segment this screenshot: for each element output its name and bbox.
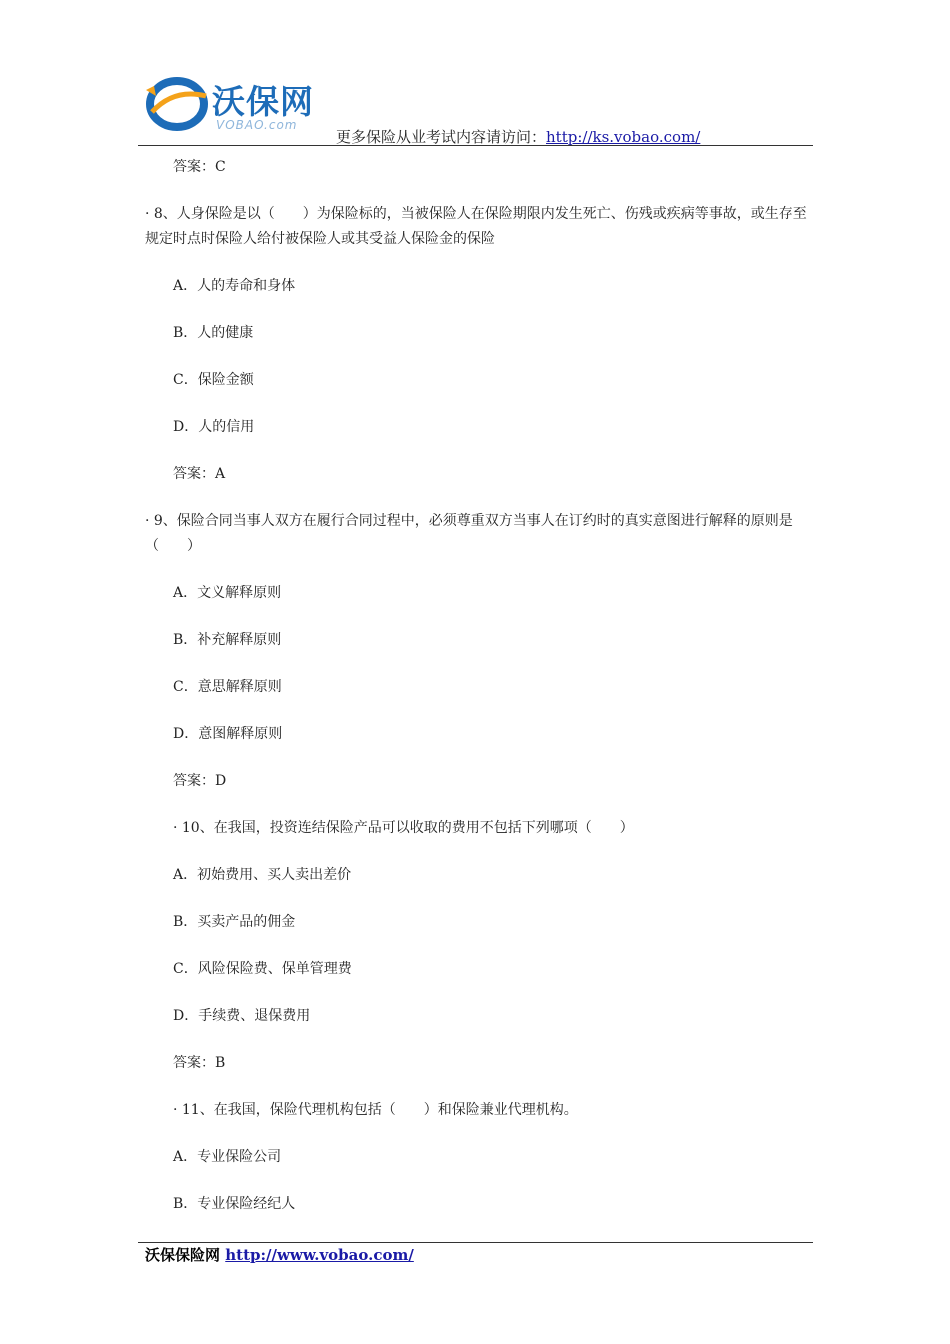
answer-line: 答案：A	[173, 466, 226, 482]
answer-line: 答案：C	[173, 159, 226, 175]
option-line: D．意图解释原则	[173, 726, 283, 742]
option-line: B．买卖产品的佣金	[173, 914, 296, 930]
header-divider	[138, 145, 813, 146]
answer-line: 答案：D	[173, 773, 227, 789]
logo-text-en: VOBAO.com	[216, 118, 298, 132]
option-line: C．保险金额	[173, 372, 254, 388]
footer-link[interactable]: http://www.vobao.com/	[225, 1246, 414, 1264]
footer-site-name: 沃保保险网	[145, 1246, 221, 1264]
option-line: A．初始费用、买人卖出差价	[173, 867, 352, 883]
question-8: · 8、人身保险是以（ ）为保险标的，当被保险人在保险期限内发生死亡、伤残或疾病等事故，或生存至规定时点时保险人给付被保险人或其受益人保险金的保险	[145, 206, 807, 247]
option-line: A．文义解释原则	[173, 585, 282, 601]
answer-line: 答案：B	[173, 1055, 226, 1071]
footer	[145, 1244, 414, 1265]
option-line: A．专业保险公司	[173, 1149, 282, 1165]
question-9: · 9、保险合同当事人双方在履行合同过程中，必须尊重双方当事人在订约时的真实意图进行解释的原则是（ ）	[145, 513, 793, 554]
header-note-text: 更多保险从业考试内容请访问：	[336, 128, 547, 146]
option-line: C．意思解释原则	[173, 679, 282, 695]
question-10: · 10、在我国，投资连结保险产品可以收取的费用不包括下列哪项（ ）	[173, 820, 634, 836]
option-line: D．人的信用	[173, 419, 255, 435]
header-link[interactable]: http://ks.vobao.com/	[546, 128, 701, 146]
option-line: D．手续费、退保费用	[173, 1008, 311, 1024]
question-list	[145, 155, 810, 1239]
option-line: B．补充解释原则	[173, 632, 282, 648]
logo-text-cn: 沃保网	[212, 82, 314, 121]
vobao-logo	[144, 74, 344, 136]
option-line: B．人的健康	[173, 325, 254, 341]
option-line: B．专业保险经纪人	[173, 1196, 296, 1212]
vobao-logo-icon	[144, 74, 210, 134]
question-11: · 11、在我国，保险代理机构包括（ ）和保险兼业代理机构。	[173, 1102, 578, 1118]
option-line: A．人的寿命和身体	[173, 278, 296, 294]
header-note	[336, 126, 700, 147]
option-line: C．风险保险费、保单管理费	[173, 961, 352, 977]
footer-divider	[138, 1242, 813, 1243]
